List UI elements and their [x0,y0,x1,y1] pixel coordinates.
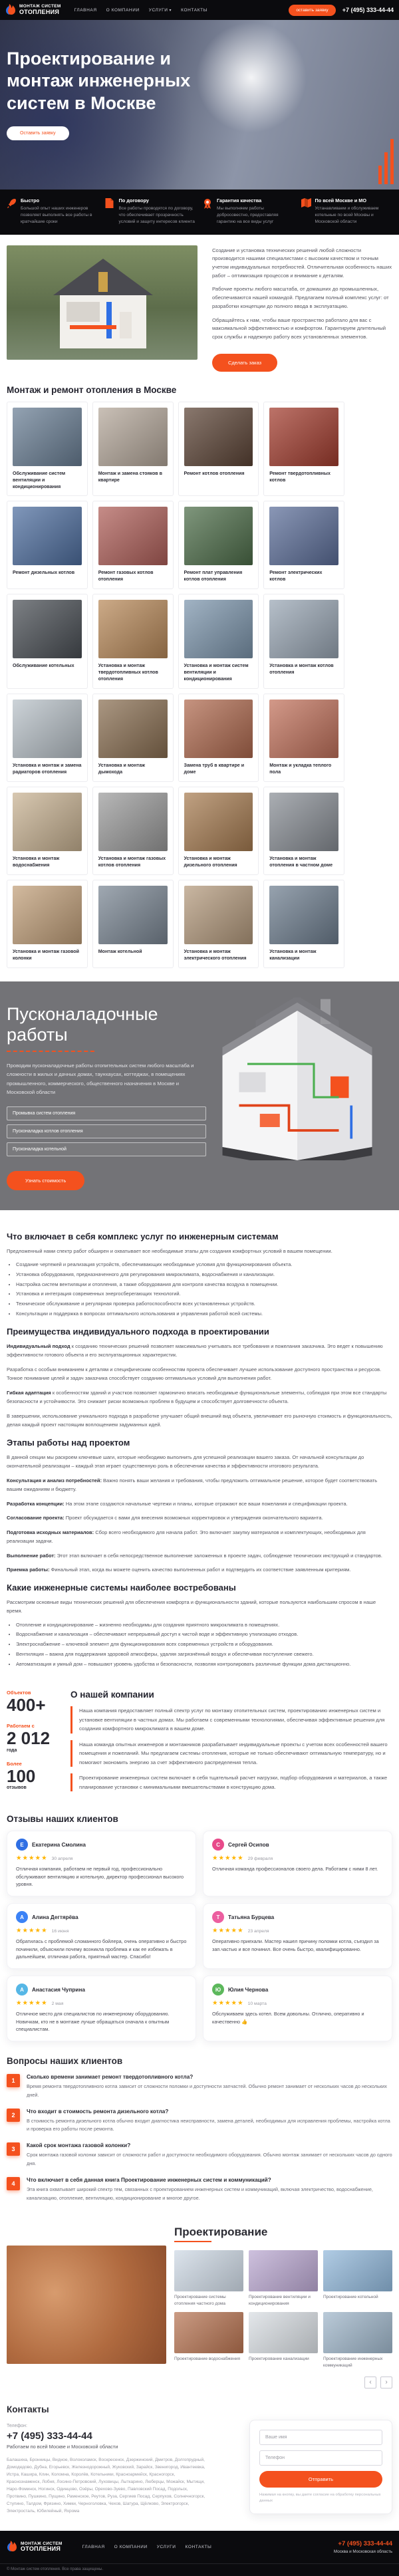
service-title: Установка и монтаж электрического отопления [184,948,247,961]
project-thumb[interactable] [323,2250,392,2307]
company-section [0,1680,399,1805]
service-photo [98,886,168,944]
seo-paragraph: Индивидуальный подход к созданию технических решений позволяет максимально учитывать все требования и пожелания заказчика. Это ведет к повышению эффективности готового объекта и его эксплуатационных характеристик. [7,1343,383,1358]
projects-pagination [174,2377,392,2388]
faq-question: Что включает в себя данная книга Проектирование инженерных систем и коммуникаций? [27,2176,271,2183]
equalizer-bars-decoration [378,139,394,184]
top-bar [0,0,399,20]
service-title: Установка и монтаж дымохода [98,763,146,775]
faq-heading: Вопросы наших клиентов [7,2056,123,2067]
service-photo [269,793,338,851]
star-rating: ★★★★★ [16,1999,48,2007]
price-request-button[interactable]: Узнать стоимость [7,1171,84,1190]
service-card[interactable] [7,402,88,497]
about-text [212,245,392,372]
logo[interactable] [5,2,61,19]
document-icon [105,197,115,225]
service-title: Ремонт плат управления котлов отопления [184,570,243,582]
service-photo [269,886,338,944]
service-title: Установка и монтаж газовых котлов отопления [98,855,166,868]
review-date: 29 февраля [247,1857,273,1862]
project-caption: Проектирование водоснабжения [174,2357,240,2362]
project-step: Консультация и анализ потребностей: Важно понять ваши желания и требования, чтобы предложить оптимальное решение, которое будет соответствовать вашим ожиданиям и бюджету. [7,1477,378,1493]
hero-section [0,20,399,190]
about-section [0,235,399,376]
project-thumb[interactable] [249,2250,318,2307]
project-step: Приемка работы: Финальный этап, когда вы можете оценить качество выполненных работ и подтвердить их соответствие заявленным критериям. [7,1567,351,1573]
reviewer-name: Анастасия Чуприна [32,1986,85,1993]
faq-number-badge: 3 [7,2142,20,2156]
logo-text: МОНТАЖ СИСТЕМ ОТОПЛЕНИЯ [19,4,61,15]
faq-question: Сколько времени занимает ремонт твердотопливного котла? [27,2074,194,2081]
seo-paragraph: В завершении, использование уникального подхода в разработке улучшает общий внешний вид объекта, увеличивает его рыночную стоимость и функциональность, делая каждый проект настоящим воплощением задуманных идей. [7,1412,392,1428]
review-text: Обслуживаем здесь котел. Всем довольны. Отлично, оперативно и качественно 👍 [212,2011,364,2025]
stat-objects: Объектов 400+ [7,1690,46,1716]
footer-logo-text: МОНТАЖ СИСТЕМ ОТОПЛЕНИЯ [21,2541,63,2553]
service-photo [269,700,338,758]
project-step: Подготовка исходных материалов: Сбор всего необходимого для начала работ. Это включает закупку материалов и комплектующих, необходимых для реализации задачи. [7,1529,366,1545]
seo-text-section [0,1210,399,1681]
review-card [203,1903,392,1969]
service-title: Монтаж котельной [98,948,142,954]
service-photo [269,600,338,658]
house-cutaway-photo [7,245,198,360]
service-card[interactable] [178,787,259,875]
reviews-section [0,1805,399,2045]
service-areas-list: Балашиха, Бронницы, Видное, Волоколамск, Воскресенск, Дзержинский, Дмитров, Долгопрудный, Домодедово, Дубна, Егорьевск, Железнодорожный, Жуковский, Зарайск, Звенигород, Ивантеевка, Истра, Кашира, Клин, Коломна, Королёв, Котельники, Красноармейск, Красногорск, Краснознаменск, Лобня, Лосино-Петровский, Луховицы, Лыткарино, Люберцы, Можайск, Мытищи, Наро-Фоминск, Ногинск, Одинцово, Озёры, Орехово-Зуево, Павловский Посад, Подольск, Протвино, Пушкино, Пущино, Раменское, Реутов, Руза, Сергиев Посад, Серпухов, Солнечногорск, Ступино, Талдом, Фрязино, Химки, Черноголовка, Чехов, Шатура, Щёлково, Электрогорск, Электросталь, Юбилейный, Яхрома [7,2457,205,2514]
service-card[interactable] [92,694,174,782]
faq-question: Какой срок монтажа газовой колонки? [27,2142,131,2149]
about-paragraph: Обращайтесь к нам, чтобы ваше пространство работало для вас с максимальной эффективностью и комфортом. Гарантируем длительный срок службы и надежную работу всех установленных элементов. [212,317,386,340]
flame-icon [7,2539,18,2555]
seo-bullet: • Техническое обслуживание и регулярная проверка работоспособности всех установленных устройств. [16,1300,392,1309]
projects-main-photo [7,2246,166,2364]
footer-contacts [334,2540,392,2554]
faq-number-badge: 2 [7,2109,20,2122]
projects-heading: Проектирование [174,2226,268,2239]
star-rating: ★★★★★ [16,1927,48,1935]
review-date: 16 июня [51,1929,69,1934]
service-photo [98,408,168,466]
seo-paragraph: В данной секции мы раскроем ключевые шаги, которые необходимо выполнить для успешной реализации вашего заказа. От начальной консультации до окончательной реализации – каждый этап играет существенную роль в обеспечении качества и эффективности итогового результата. [7,1454,364,1470]
about-paragraph: Рабочие проекты любого масштаба, от домашних до промышленных, обеспечиваются нашей командой. Предлагаем полный комплекс услуг: от разработки концепции до полного ввода в эксплуатацию. [212,286,389,309]
review-text: Отличная компания, работаем не первый год, профессионально обслуживают вентиляцию и котельную, директор профессионал высокого уровня. [16,1866,184,1888]
service-card[interactable] [263,880,344,968]
project-caption: Проектирование вентиляции и кондиционирования [249,2295,311,2306]
nav-contacts[interactable]: КОНТАКТЫ [181,7,208,13]
copyright-bar: © Монтаж систем отопления. Все права защищены. [0,2563,399,2576]
commissioning-option[interactable]: Промывка систем отопления [7,1106,206,1120]
service-photo [13,600,82,658]
faq-answer: В стоимость ремонта дизельного котла обычно входит диагностика неисправности, замена деталей, необходимых для исправления проблемы, настройка котла и проверка его работы после ремонта. [27,2117,390,2132]
service-title: Ремонт газовых котлов отопления [98,570,154,582]
medal-icon [203,197,213,225]
service-title: Установка и монтаж и замена радиаторов отопления [13,763,82,775]
service-card[interactable] [178,880,259,968]
avatar: Е [16,1839,28,1851]
service-title: Ремонт котлов отопления [184,470,245,476]
seo-bullet-list-1 [16,1261,392,1319]
review-card [203,1976,392,2041]
project-thumb[interactable] [249,2312,318,2369]
name-input[interactable] [259,2430,382,2445]
faq-item[interactable] [7,2142,392,2168]
project-thumb[interactable] [323,2312,392,2369]
project-thumb[interactable] [174,2250,243,2307]
service-photo [184,507,253,565]
footer-logo[interactable] [7,2539,63,2555]
faq-answer: Время ремонта твердотопливного котла зависит от сложности поломки и доступности запчастей. Обычно ремонт занимает от нескольких часов до нескольких дней. [27,2083,387,2098]
next-arrow-button[interactable]: › [380,2377,392,2388]
service-title: Монтаж и замена стояков в квартире [98,470,162,483]
service-card[interactable] [178,501,259,589]
main-nav [74,8,207,13]
reviews-grid [7,1831,392,2041]
feature-quality: Гарантия качества Мы выполняем работы добросовестно, предоставляя гарантию на все виды услуг [203,197,295,225]
seo-bullet: • Водоснабжение и канализация – обеспечивают непрерывный доступ к чистой воде и эффективную утилизацию отходов. [16,1630,392,1639]
service-photo [13,793,82,851]
seo-bullet: • Создание чертежей и реализация устройств, обеспечивающих необходимые условия для функционирования объекта. [16,1261,392,1269]
map-icon [301,197,311,225]
service-title: Установка и монтаж систем вентиляции и кондиционирования [184,663,249,682]
contacts-info [7,2420,237,2515]
faq-item[interactable] [7,2177,392,2203]
service-title: Ремонт дизельных котлов [13,570,75,576]
reviews-heading: Отзывы наших клиентов [7,1814,118,1825]
project-caption: Проектирование котельной [323,2295,378,2300]
stat-reviews: Более 100 отзывов [7,1760,36,1791]
service-card[interactable] [178,402,259,497]
reviewer-name: Сергей Осипов [228,1841,269,1848]
service-photo [98,507,168,565]
faq-number-badge: 1 [7,2074,20,2087]
flame-icon [5,2,17,19]
seo-paragraph: Разработка с особым вниманием к деталям и специфическим особенностям проекта обеспечивает лучшее использование доступного пространства и ресурсов. Тонкое понимание целей и задач заказчика способствует созданию оптимальных условий для выполнения работ. [7,1366,382,1382]
phone-input[interactable] [259,2450,382,2466]
service-card[interactable] [92,594,174,689]
rocket-icon [7,197,17,225]
project-caption: Проектирование канализации [249,2357,309,2362]
seo-bullet: • Установка и интеграция современных энергосберегающих технологий. [16,1290,392,1299]
service-photo [184,700,253,758]
review-text: Оперативно приехали. Мастер нашел причину поломки котла, съездил за зап.частью и все починил. Все очень быстро, квалифицированно. [212,1938,379,1952]
service-card[interactable] [263,501,344,589]
faq-number-badge: 4 [7,2177,20,2190]
seo-heading-2: Преимущества индивидуального подхода в проектировании [7,1326,269,1337]
prev-arrow-button[interactable]: ‹ [364,2377,376,2388]
footer-nav-services[interactable]: УСЛУГИ [156,2545,176,2550]
service-photo [13,507,82,565]
review-card [7,1976,196,2041]
service-title: Установка и монтаж котлов отопления [269,663,334,676]
seo-bullet: • Отопление и кондиционирование – жизненно необходимы для создания приятного микроклимата в помещениях. [16,1621,392,1630]
seo-heading-4: Какие инженерные системы наиболее востребованы [7,1582,236,1593]
reviewer-name: Татьяна Бурцева [228,1914,275,1920]
star-rating: ★★★★★ [212,1927,244,1935]
footer-nav-contacts[interactable]: КОНТАКТЫ [185,2545,212,2550]
commissioning-title: Пусконаладочные работы [7,1003,158,1045]
feature-fast: Быстро Большой опыт наших инженеров позволяет выполнять все работы в кратчайшие сроки [7,197,98,225]
project-photo [249,2312,318,2353]
header-phone[interactable]: +7 (495) 333-44-44 [342,7,394,13]
review-card [203,1831,392,1896]
seo-bullet: • Вентиляция – важна для поддержания здоровой атмосферы, удаляя загрязнённый воздух и обеспечивая поступление свежего. [16,1650,392,1659]
avatar: А [16,1984,28,1996]
avatar: С [212,1839,224,1851]
service-photo [98,793,168,851]
footer-subtext: Москва и Московская область [333,2549,392,2555]
footer-nav-home[interactable]: ГЛАВНАЯ [82,2545,105,2550]
faq-answer: Эта книга охватывает широкий спектр тем, связанных с проектированием инженерных систем и коммуникаций, включая электричество, водоснабжение, канализацию, отопление, вентиляцию, кондиционирование и многое другое. [27,2186,373,2201]
service-card[interactable] [92,787,174,875]
service-photo [269,507,338,565]
service-title: Установка и монтаж отопления в частном доме [269,855,333,868]
faq-item[interactable] [7,2074,392,2100]
commissioning-option[interactable]: Пусконаладка котлов отопления [7,1124,206,1138]
coverage-note: Работаем по всей Москве и Московской области [7,2443,118,2450]
footer-nav [82,2545,212,2549]
seo-bullet: • Консультации и поддержка в вопросах оптимального использования и управления работой всей системы. [16,1310,392,1319]
header-request-button[interactable]: оставить заявку [289,5,335,16]
service-title: Установка и монтаж канализации [269,948,317,961]
project-step: Разработка концепции: На этом этапе создаются начальные чертежи и планы, которые отражают все ваши пожелания и спецификации проекта. [7,1500,348,1507]
review-date: 10 марта [247,2001,267,2007]
service-card[interactable] [263,402,344,497]
service-photo [269,408,338,466]
contacts-heading: Контакты [7,2404,49,2414]
service-photo [13,408,82,466]
commissioning-content [7,1004,206,1190]
seo-heading-3: Этапы работы над проектом [7,1437,130,1448]
project-thumb[interactable] [174,2312,243,2369]
project-step: Выполнение работ: Этот этап включает в себя непосредственное выполнение заложенных в проекте задач, соблюдение технических инструкций и стандартов. [7,1552,382,1559]
project-photo [323,2312,392,2353]
review-date: 30 апреля [51,1857,73,1862]
seo-bullet-list-2 [16,1621,392,1669]
service-photo [184,886,253,944]
feature-coverage: По всей Москве и МО Устанавливаем и обслуживаем котельные по всей Москвы и Московской области [301,197,393,225]
service-title: Обслуживание систем вентиляции и кондиционирования [13,470,66,489]
footer [0,2531,399,2563]
review-text: Отличная команда профессионалов своего дела. Работаем с ними 8 лет. [212,1866,378,1872]
projects-grid [174,2250,392,2369]
project-photo [249,2250,318,2291]
service-card[interactable] [263,694,344,782]
feature-contract: По договору Все работы проводятся по договору, что обеспечивает прозрачность условий и защиту интересов клиента [105,197,197,225]
star-rating: ★★★★★ [212,1855,244,1863]
company-paragraph: Наша компания предоставляет полный спектр услуг по монтажу отопительных систем, проектированию инженерных систем и установке вентиляции в частных домах. Мы работаем с современными технологиями, обеспечивая эффективные решения для создания комфортного микроклимата в вашем доме. [70,1706,392,1733]
house-3d-illustration [214,997,380,1164]
project-photo [174,2312,243,2353]
chevron-down-icon: ▾ [169,8,172,13]
reviewer-name: Екатерина Смолина [32,1841,86,1848]
submit-button[interactable]: Отправить [259,2471,382,2488]
company-paragraph: Наша команда опытных инженеров и монтажников разрабатывает индивидуальные проекты с учетом всех особенностей вашего помещения и пожеланий. Мы предлагаем системы отопления, которые не только обеспечивают оптимальную температуру, но и помогают экономить энергию за счет эффективного распределения тепла. [70,1740,392,1767]
faq-item[interactable] [7,2109,392,2134]
service-card[interactable] [92,501,174,589]
contacts-section [0,2394,399,2521]
seo-paragraph: Предложенный нами спектр работ обширен и охватывает все необходимые этапы для создания комфортных условий в вашем помещении. [7,1247,332,1254]
review-text: Обратилась с проблемой сломанного бойлера, очень оперативно и быстро починили, объяснили почему возникла проблема и как ее избежать в дальнейшем, отличная работа, приятный мастер. Спасибо! [16,1938,187,1960]
order-button[interactable]: Сделать заказ [212,354,277,372]
callback-form [249,2420,392,2514]
service-card[interactable] [7,880,88,968]
service-title: Обслуживание котельных [13,663,74,669]
star-rating: ★★★★★ [16,1855,48,1863]
service-photo [184,793,253,851]
services-title: Монтаж и ремонт отопления в Москве [7,384,177,395]
seo-bullet: • Электроснабжение – ключевой элемент для функционирования всех современных устройств и оборудования. [16,1640,392,1649]
service-photo [184,600,253,658]
service-card[interactable] [178,594,259,689]
service-title: Установка и монтаж дизельного отопления [184,855,237,868]
project-caption: Проектирование системы отопления частного дома [174,2295,226,2306]
service-photo [184,408,253,466]
orange-dashed-divider [7,1051,94,1052]
reviewer-name: Юлия Чернова [228,1986,269,1993]
service-card[interactable] [92,880,174,968]
service-title: Замена труб в квартире и доме [184,763,245,775]
stat-since: Работаем с 2 012 года [7,1722,51,1753]
avatar: Ю [212,1984,224,1996]
hero-title: Проектирование и монтаж инженерных систем в Москве [7,49,191,113]
reviewer-name: Алина Дегтярёва [32,1914,78,1920]
star-rating: ★★★★★ [212,1999,244,2007]
faq-answer: Срок монтажа газовой колонки зависит от сложности работ и доступности необходимого оборудования. Обычно монтаж занимает от нескольких часов до одного дня. [27,2152,392,2166]
review-date: 23 апреля [247,1929,269,1934]
seo-bullet: • Настройка систем вентиляции и отопления, а также оборудования для контроля качества воздуха в помещении. [16,1281,392,1289]
seo-paragraph: Рассмотрим основные виды технических решений для обеспечения комфорта и функциональности зданий, которые пользуются наибольшим спросом в наше время. [7,1599,376,1614]
project-caption: Проектирование инженерных коммуникаций [323,2357,383,2368]
service-card[interactable] [178,694,259,782]
company-heading: О нашей компании [70,1690,154,1700]
contacts-phone[interactable]: +7 (495) 333-44-44 [7,2430,92,2442]
service-card[interactable] [263,594,344,689]
nav-about[interactable]: О КОМПАНИИ [106,7,140,13]
features-bar [0,190,399,235]
commissioning-text: Проводим пусконаладочные работы отопительных систем любого масштаба и сложности в жилых и дачных домах, таунхаусах, коттеджах, в помещениях промышленного, коммерческого, общественного назначения в Москве и Московской области [7,1062,194,1096]
service-photo [98,600,168,658]
seo-heading-1: Что включает в себя комплекс услуг по инженерным системам [7,1231,279,1241]
orange-underline [174,2241,211,2242]
review-card [7,1903,196,1969]
company-text [70,1690,392,1798]
project-photo [174,2250,243,2291]
review-text: Отличное место для специалистов по инженерному оборудованию. Новичкам, кто не в монтаже лучше обращаться сначала к опытным специалистам. [16,2011,170,2033]
footer-nav-about[interactable]: О КОМПАНИИ [114,2545,148,2550]
project-photo [323,2250,392,2291]
hero-request-button[interactable]: Оставить заявку [7,126,69,140]
service-title: Ремонт твердотопливных котлов [269,470,331,483]
consent-text: Нажимая на кнопку, вы даете согласие на обработку персональных данных [259,2492,381,2503]
phone-label: Телефон: [7,2423,27,2428]
faq-section [0,2045,399,2214]
avatar: А [16,1911,28,1923]
company-stats [7,1690,60,1798]
commissioning-option[interactable]: Пусконаладка котельной [7,1142,206,1156]
service-title: Установка и монтаж газовой колонки [13,948,79,961]
service-photo [13,886,82,944]
company-paragraph: Проектирование инженерных систем включает в себя тщательный расчет нагрузки, подбор оборудования и материалов, а также планирование установки с минимальными вмешательствами в конструкцию дома. [70,1773,392,1791]
service-title: Ремонт электрических котлов [269,570,323,582]
seo-paragraph: Гибкая адаптация к особенностям зданий и участков позволяет гармонично вписать необходимые функциональные элементы, соблюдая при этом все стандарты безопасности и устойчивости. Это снижает риски возможных проблем в будущем и способствует долговечности объекта. [7,1389,387,1405]
service-card[interactable] [7,594,88,689]
service-card[interactable] [263,787,344,875]
review-date: 2 мая [51,2001,64,2007]
about-paragraph: Создание и установка технических решений любой сложности производится нашими специалистами с высоким качеством и точным учетом индивидуальных потребностей. Отличительная особенность наших работ – оптимизация процессов и внимание к деталям. [212,247,392,279]
service-card[interactable] [7,787,88,875]
service-title: Установка и монтаж водоснабжения [13,855,60,868]
service-photo [13,700,82,758]
service-title: Установка и монтаж твердотопливных котлов отопления [98,663,158,682]
project-step: Согласование проекта: Проект обсуждается с вами для внесения возможных корректировок и утверждения окончательного варианта. [7,1515,323,1521]
service-card[interactable] [7,694,88,782]
projects-section [0,2214,399,2394]
services-section [0,376,399,971]
footer-phone[interactable]: +7 (495) 333-44-44 [338,2540,392,2548]
services-grid [7,402,344,968]
service-title: Монтаж и укладка теплого пола [269,763,332,775]
review-card [7,1831,196,1896]
service-photo [98,700,168,758]
nav-services[interactable]: УСЛУГИ ▾ [148,7,172,13]
avatar: Т [212,1911,224,1923]
commissioning-section [0,981,399,1210]
seo-bullet: • Установка оборудования, предназначенного для регулирования микроклимата, водоснабжения и канализации. [16,1271,392,1279]
service-card[interactable] [7,501,88,589]
faq-question: Что входит в стоимость ремонта дизельного котла? [27,2108,169,2115]
service-card[interactable] [92,402,174,497]
nav-home[interactable]: ГЛАВНАЯ [74,7,97,13]
seo-bullet: • Автоматизация и умный дом – повышают уровень удобства и безопасности, позволяя контролировать различные функции дома дистанционно. [16,1660,392,1669]
